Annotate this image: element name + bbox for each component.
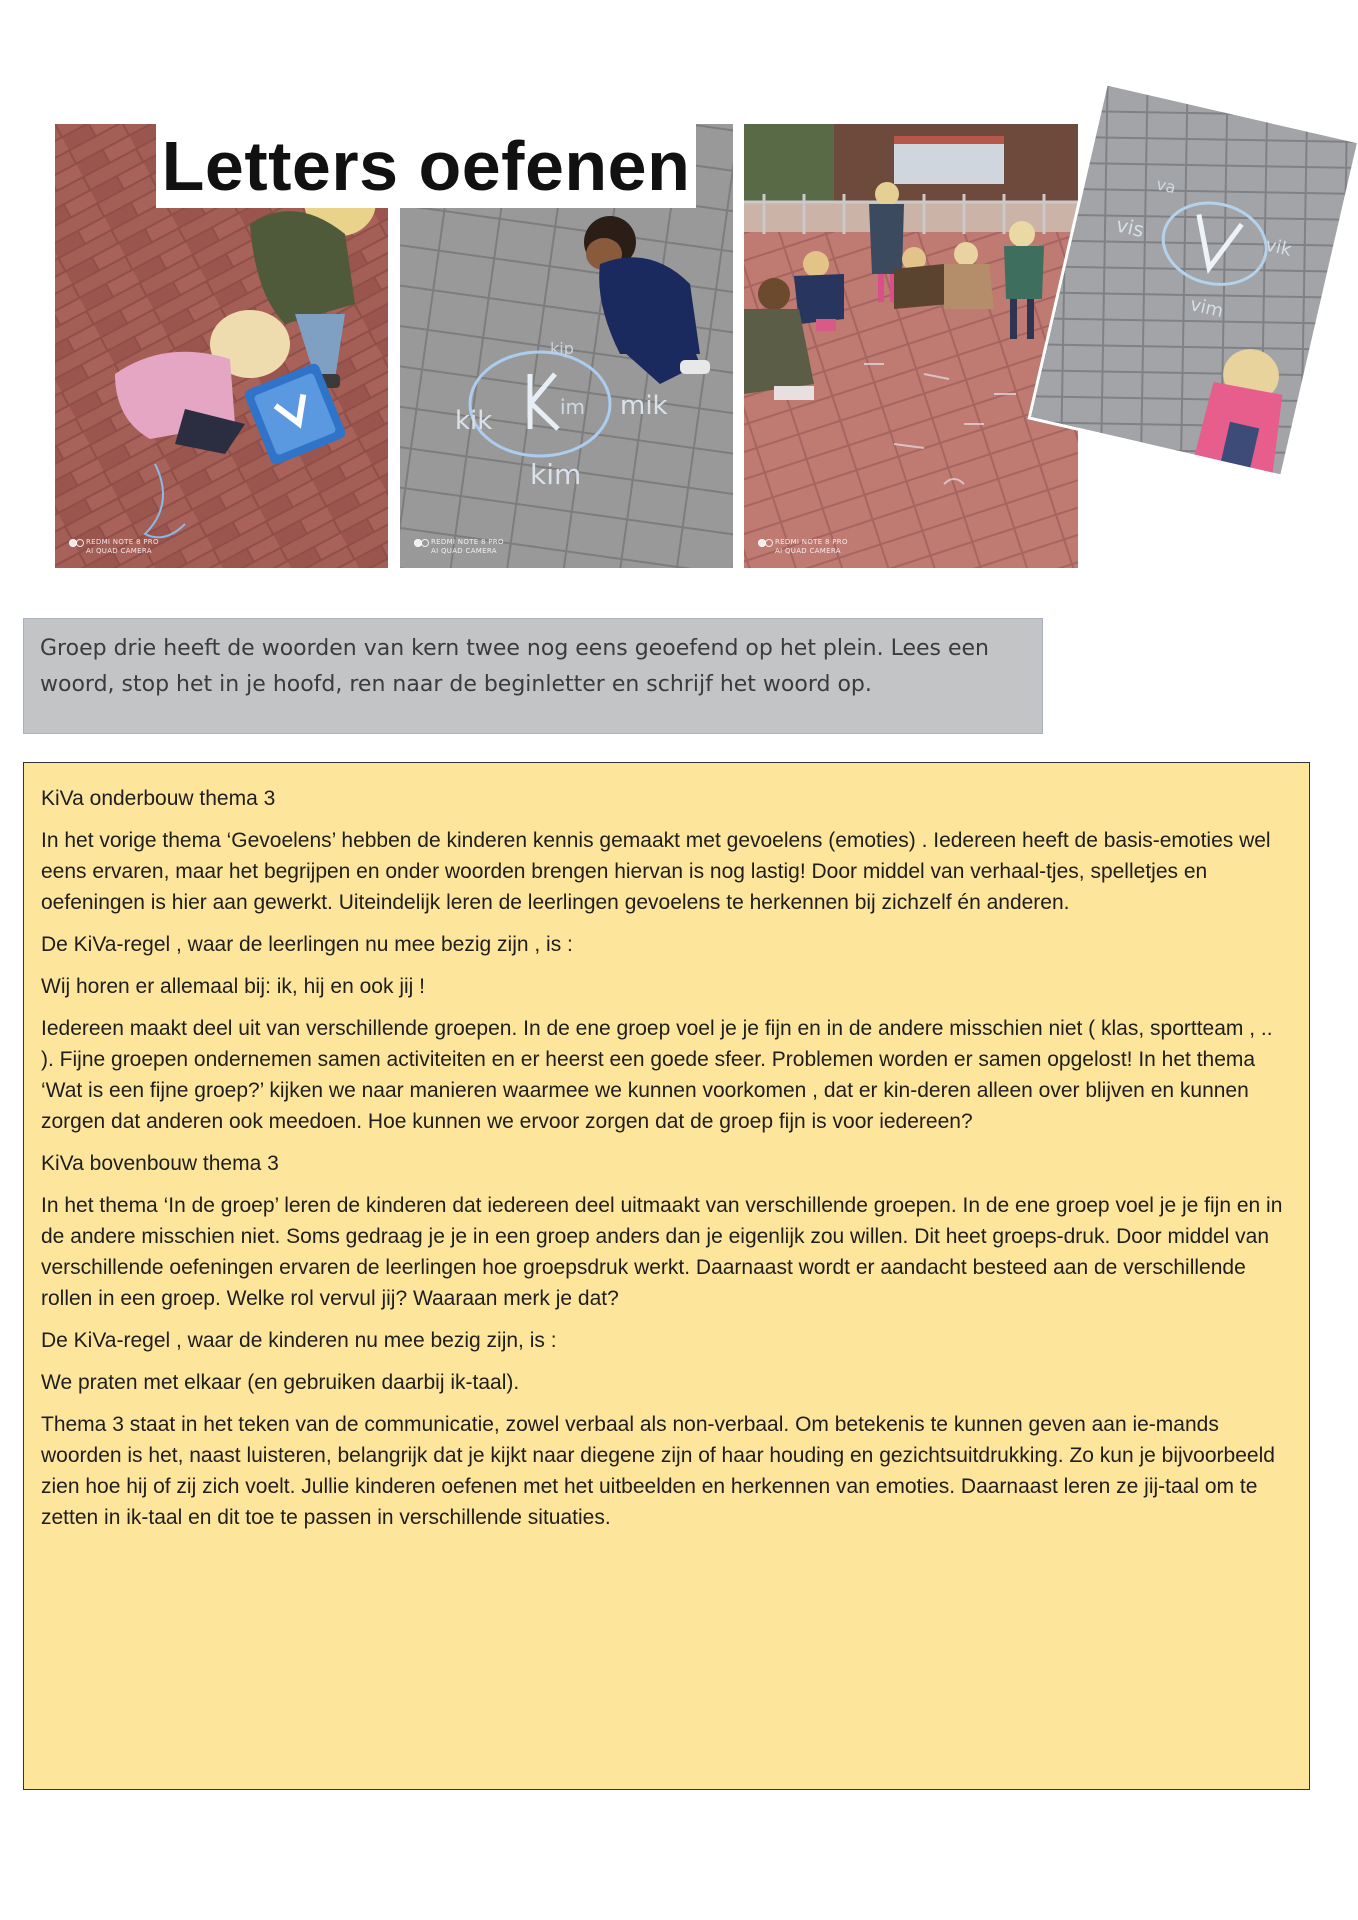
svg-text:vim: vim (1188, 294, 1226, 323)
caption-text: Groep drie heeft de woorden van kern twee nog eens geoefend op het plein. Lees een woord, stop het in je hoofd, ren naar de beginletter en schrijf het woord op. (40, 636, 989, 697)
kiva-bovenbouw-paragraph-1: In het thema ‘In de groep’ leren de kinderen dat iedereen deel uitmaakt van verschillende groepen. In de ene groep voel je je fijn en in de andere misschien niet. Soms gedraag je je in een groep anders dan je eigenlijk zou willen. Dit heet groeps-druk. Door middel van verschillende oefeningen ervaren de leerlingen hoe groepsdruk werkt. Daarnaast wordt er aandacht besteed aan de verschillende rollen in een groep. Welke rol vervul jij? Waaraan merk je dat? (41, 1194, 1283, 1310)
kiva-onderbouw-paragraph-1: In het vorige thema ‘Gevoelens’ hebben de kinderen kennis gemaakt met gevoelens (emoties) . Iedereen heeft de basis-emoties wel eens ervaren, maar het begrijpen en onder woorden brengen hiervan is nog lastig! Door middel van verhaal-tjes, spelletjes en oefeningen is hier aan gewerkt. Uiteindelijk leren de leerlingen gevoelens te herkennen bij zichzelf én anderen. (41, 829, 1271, 914)
kiva-onderbouw-heading: KiVa onderbouw thema 3 (41, 787, 276, 810)
camera-watermark: REDMI NOTE 8 PRO AI QUAD CAMERA (69, 538, 159, 556)
camera-watermark: REDMI NOTE 8 PRO AI QUAD CAMERA (758, 538, 848, 556)
kiva-onderbouw-rule: Wij horen er allemaal bij: ik, hij en ook jij ! (41, 975, 425, 998)
photo-chalk-v-rotated (1031, 86, 1357, 475)
camera-dots-icon (758, 538, 772, 547)
kiva-onderbouw-paragraph-2: De KiVa-regel , waar de leerlingen nu mee bezig zijn , is : (41, 933, 573, 956)
photo-playground-group (744, 124, 1078, 568)
page-title: Letters oefenen (156, 124, 696, 208)
camera-dots-icon (69, 538, 83, 547)
kiva-bovenbouw-paragraph-4: Thema 3 staat in het teken van de communicatie, zowel verbaal als non-verbaal. Om betekenis te kunnen geven aan ie-mands woorden is het, naast luisteren, belangrijk dat je kijkt naar diegene zijn of haar houding en gezichtsuitdrukking. Zo kun je bijvoorbeeld zien hoe hij of zij zich voelt. Jullie kinderen oefenen met het uitbeelden en herkennen van emoties. Daarnaast leren ze jij-taal om te zetten in ik-taal en dit toe te passen in verschillende situaties. (41, 1413, 1275, 1529)
svg-text:mik: mik (620, 391, 668, 421)
caption-box (23, 618, 1043, 734)
kiva-bovenbouw-heading: KiVa bovenbouw thema 3 (41, 1152, 279, 1175)
svg-text:im: im (560, 395, 586, 419)
svg-text:va: va (1154, 174, 1178, 198)
kiva-bovenbouw-paragraph-2: De KiVa-regel , waar de kinderen nu mee bezig zijn, is : (41, 1329, 557, 1352)
svg-text:vik: vik (1263, 234, 1294, 261)
camera-dots-icon (414, 538, 428, 547)
camera-watermark: REDMI NOTE 8 PRO AI QUAD CAMERA (414, 538, 504, 556)
kiva-info-box (23, 762, 1310, 1790)
svg-text:kim: kim (530, 458, 582, 491)
svg-text:vis: vis (1113, 212, 1147, 243)
svg-text:kik: kik (455, 406, 493, 436)
kiva-bovenbouw-rule: We praten met elkaar (en gebruiken daarbij ik-taal). (41, 1371, 520, 1394)
svg-text:kip: kip (550, 339, 574, 358)
kiva-onderbouw-paragraph-4: Iedereen maakt deel uit van verschillende groepen. In de ene groep voel je je fijn en in de andere misschien niet ( klas, sportteam , .. ). Fijne groepen ondernemen samen activiteiten en er heerst een goede sfeer. Problemen worden er samen opgelost! In het thema ‘Wat is een fijne groep?’ kijken we naar manieren waarmee we kunnen voorkomen , dat er kin-deren alleen over blijven en kunnen zorgen dat anderen ook meedoen. Hoe kunnen we ervoor zorgen dat de groep fijn is voor iedereen? (41, 1017, 1273, 1133)
